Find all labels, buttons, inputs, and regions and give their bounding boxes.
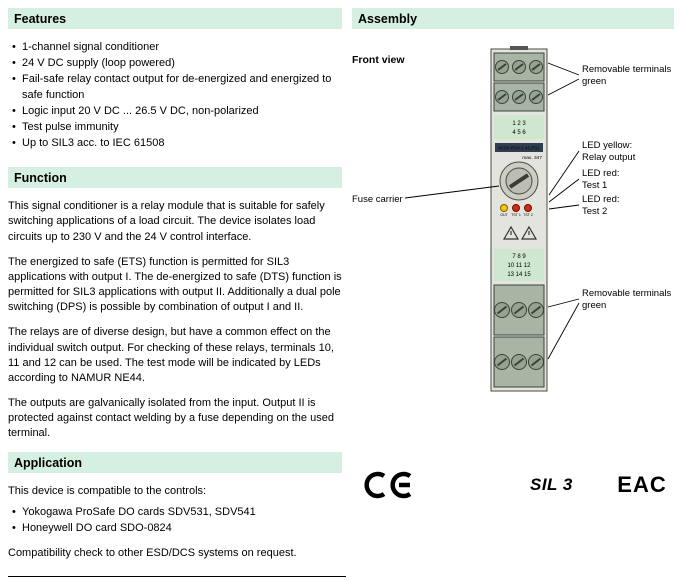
function-paragraph: This signal conditioner is a relay module that is suitable for safely switching applications of a load circuit. The device isolates load circuits up to 230 V and the 24 V control interface.	[8, 200, 325, 243]
led-caption-tst2: TST 2	[523, 213, 533, 217]
callout-terminals-bottom-line2: green	[582, 300, 607, 311]
features-header: Features	[8, 8, 342, 29]
right-column	[352, 8, 674, 507]
din-clip	[510, 46, 528, 50]
assembly-diagram	[352, 45, 674, 445]
led-yellow-out	[501, 205, 508, 212]
function-paragraph: The energized to safe (ETS) function is permitted for SIL3 applications with output I. The de-energized to safe (DTS) function is permitted for SIL3 applications with output II. Additionally a dual pole switching (DPS) is possible by combination of output I and II.	[8, 255, 342, 314]
terminal-numbers-mid-row2: 10 11 12	[507, 263, 531, 269]
ce-mark-icon	[362, 469, 418, 501]
footer-rule	[8, 576, 346, 577]
feature-item: • Up to SIL3 acc. to IEC 61508	[10, 136, 342, 151]
model-label: KFD0-RSH-1.4S.PS2	[498, 145, 540, 151]
led-caption-tst1: TST 1	[511, 213, 521, 217]
callout-terminals-bottom-line1: Removable terminals	[582, 288, 672, 299]
feature-item: • Fail-safe relay contact output for de-energized and energized to safe function	[10, 72, 342, 102]
led-row	[500, 205, 533, 218]
application-item: • Yokogawa ProSafe DO cards SDV531, SDV541	[10, 505, 342, 520]
callout-led-red1-line1: LED red:	[582, 168, 620, 179]
application-header: Application	[8, 452, 342, 473]
terminal-numbers-mid-row1: 7 8 9	[512, 254, 526, 260]
terminal-numbers-mid-row3: 13 14 15	[507, 272, 531, 278]
callout-terminals-top-line1: Removable terminals	[582, 64, 672, 75]
terminal-numbers-top-row1: 1 2 3	[512, 121, 526, 127]
terminal-block-top-1	[494, 53, 544, 81]
function-header: Function	[8, 167, 342, 188]
front-view-label: Front view	[352, 54, 405, 66]
feature-item: • 24 V DC supply (loop powered)	[10, 56, 342, 71]
terminal-block-bottom-2	[494, 337, 544, 387]
certifications-row	[352, 467, 674, 507]
application-note: Compatibility check to other ESD/DCS systems on request.	[8, 547, 297, 560]
feature-item: • Logic input 20 V DC ... 26.5 V DC, non-polarized	[10, 104, 342, 119]
terminal-numbers-top-row2: 4 5 6	[512, 130, 526, 136]
led-caption-out: OUT	[500, 213, 508, 217]
function-paragraph: The outputs are galvanically isolated from the input. Output II is protected against contact welding by a fuse depending on the used terminal.	[8, 397, 334, 440]
feature-item: • 1-channel signal conditioner	[10, 40, 342, 55]
callout-led-red2-line1: LED red:	[582, 194, 620, 205]
callout-led-yellow-line1: LED yellow:	[582, 140, 633, 151]
device-front-view	[491, 46, 547, 391]
sil3-mark: SIL 3	[530, 475, 573, 494]
application-list	[10, 505, 342, 536]
eac-mark-text: EAC	[617, 472, 667, 497]
callout-led-red1-line2: Test 1	[582, 180, 608, 191]
led-red-test2	[525, 205, 532, 212]
callout-led-red2-line2: Test 2	[582, 206, 608, 217]
feature-item: • Test pulse immunity	[10, 120, 342, 135]
assembly-header: Assembly	[352, 8, 674, 29]
function-paragraph: The relays are of diverse design, but have a common effect on the individual switch output. For checking of these relays, terminals 10, 11 and 12 can be used. The test mode will be indicated by LEDs according to NAMUR NE44.	[8, 326, 334, 384]
left-column	[8, 8, 342, 561]
terminal-block-top-2	[494, 83, 544, 111]
application-item: • Honeywell DO card SDO-0824	[10, 521, 342, 536]
application-intro: This device is compatible to the controls:	[8, 484, 207, 497]
callout-led-yellow-line2: Relay output	[582, 152, 636, 163]
led-red-test1	[513, 205, 520, 212]
terminal-block-bottom-1	[494, 285, 544, 335]
callout-fuse-carrier: Fuse carrier	[352, 194, 403, 205]
callout-terminals-top-line2: green	[582, 76, 607, 87]
max-label: max. 347	[522, 156, 542, 161]
fuse-carrier	[500, 162, 538, 200]
features-list	[10, 40, 342, 151]
eac-mark-icon	[616, 467, 668, 501]
